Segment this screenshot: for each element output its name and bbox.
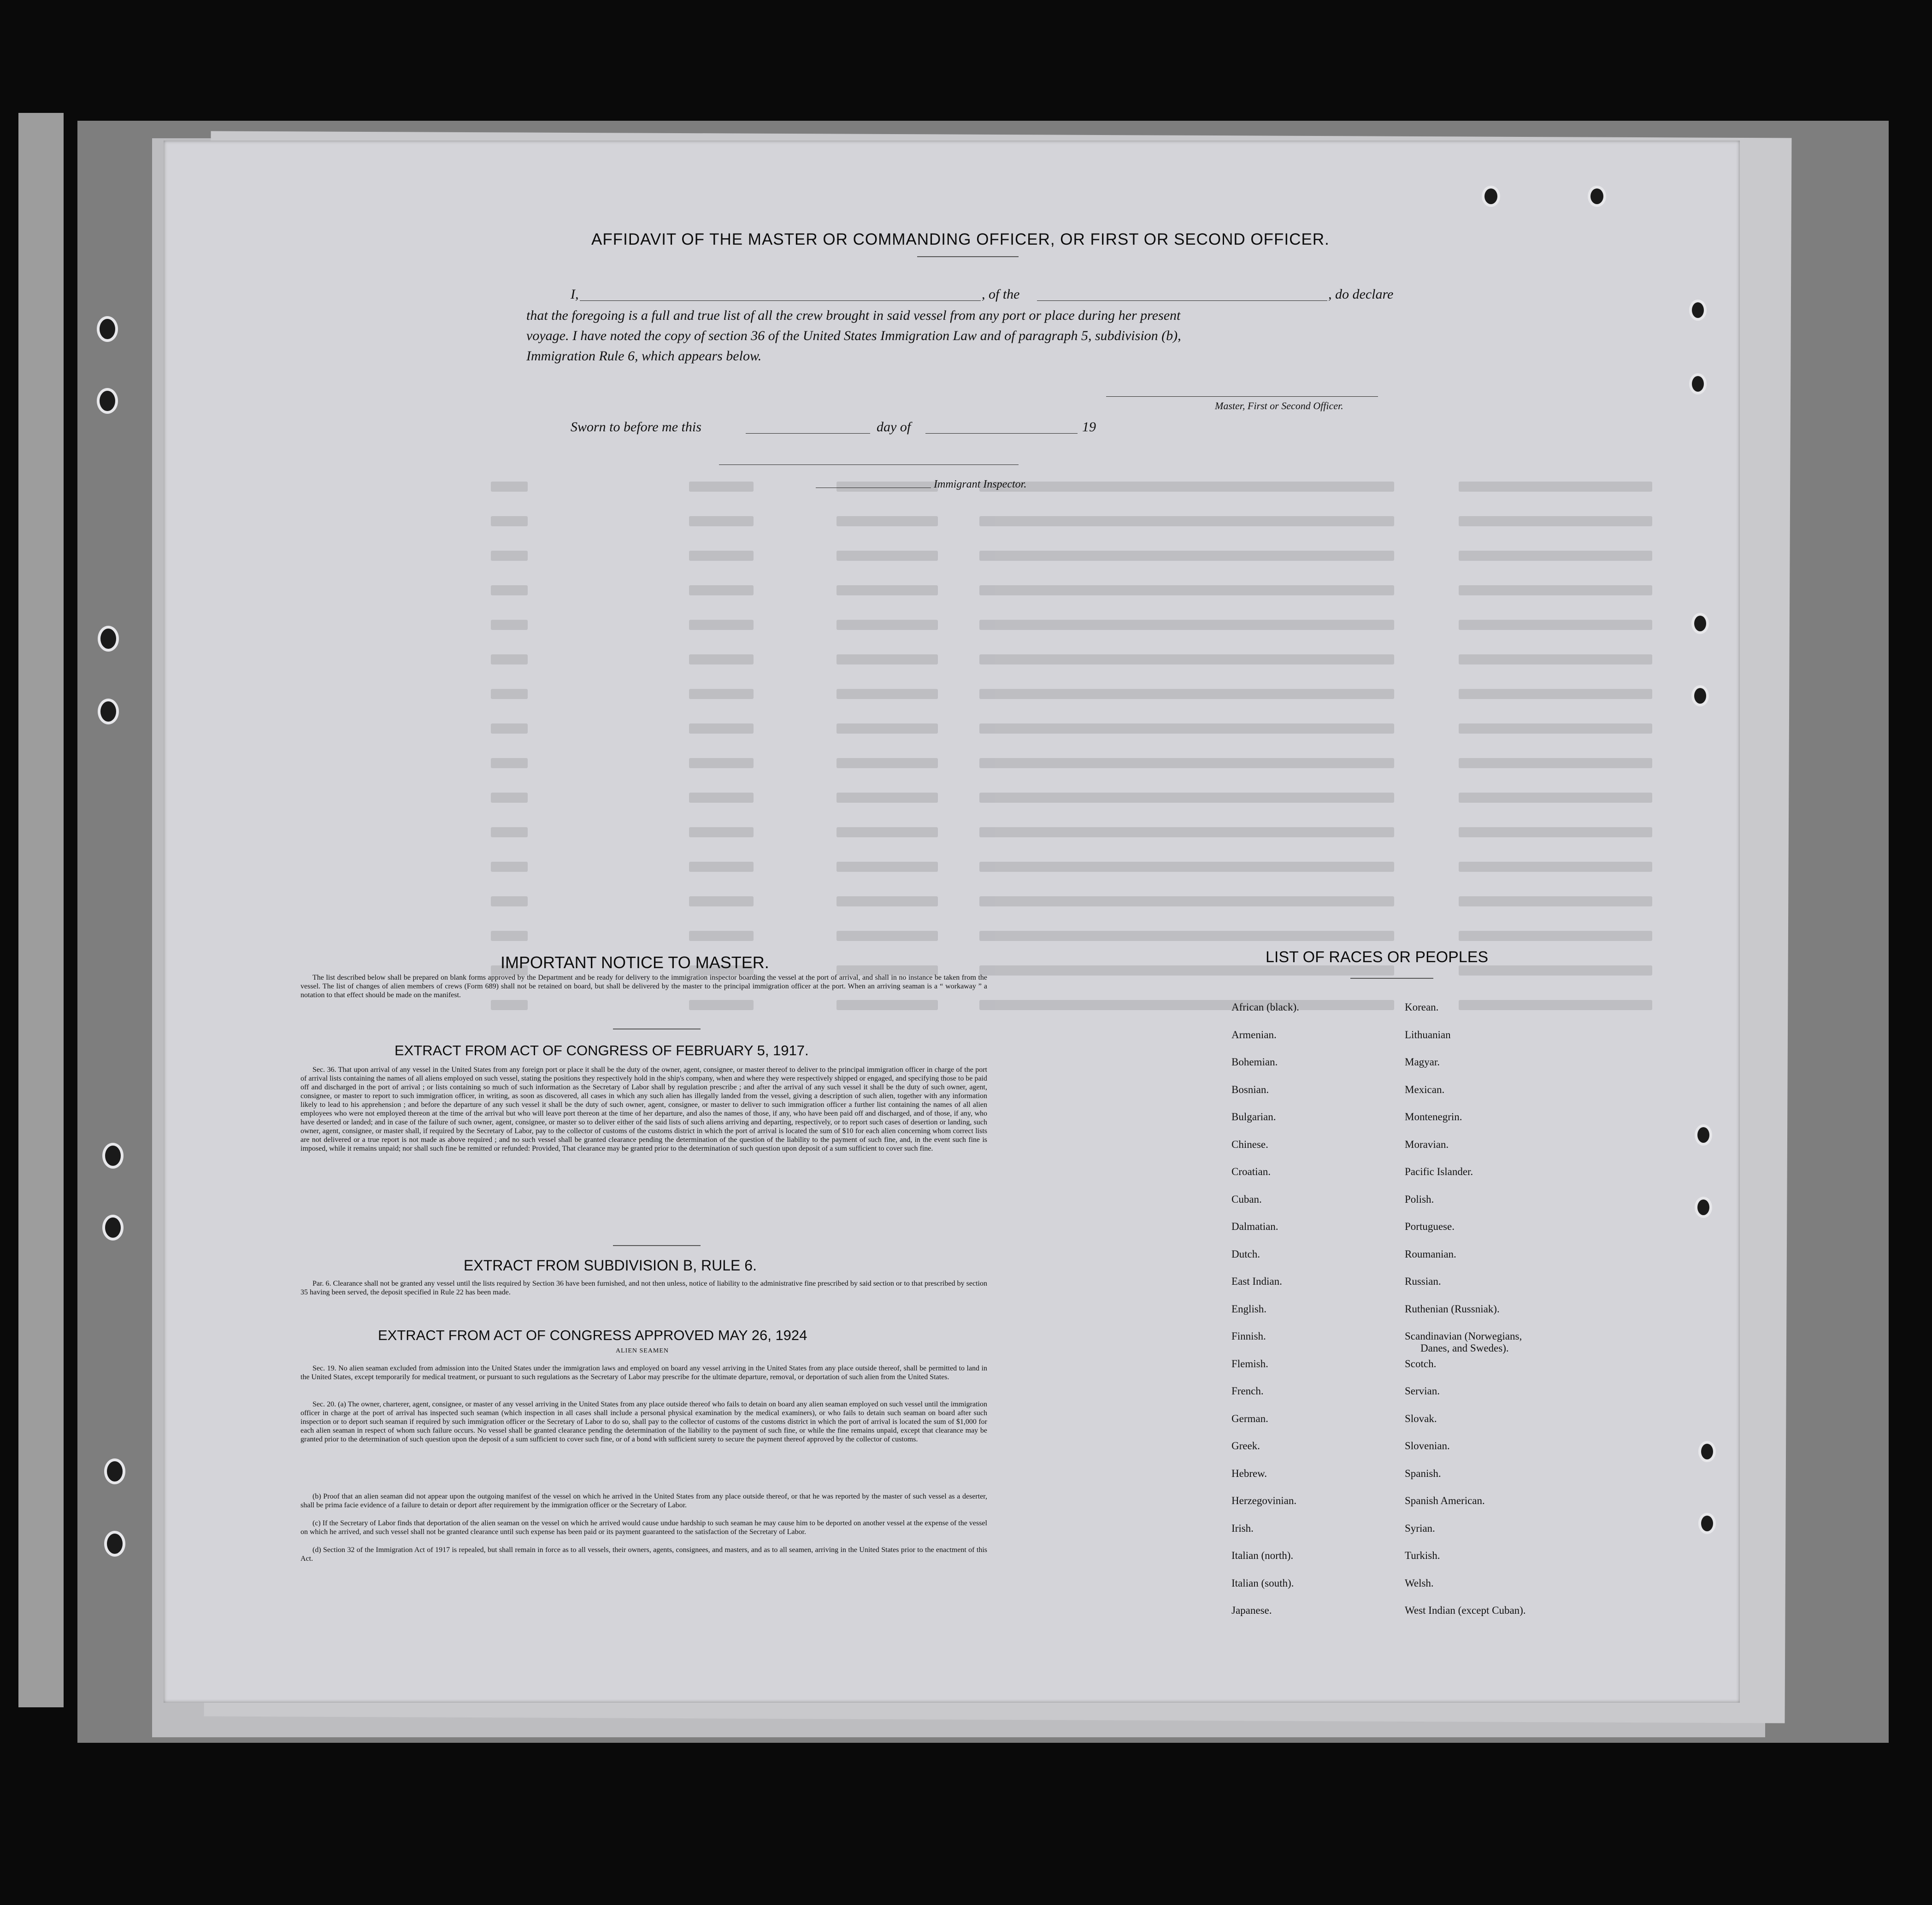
race-item: French.	[1231, 1385, 1264, 1397]
extract-1924-sec20c: (c) If the Secretary of Labor finds that deportation of the alien seaman on the vessel on which he arrived would cause undue hardship to such seaman he may cause him to be deported on another vessel at the expense of the vessel on which he arrived, and such vessel shall not be granted clearance until such expense has been paid or its payment guaranteed to the satisfaction of the Secretary of Labor.	[300, 1519, 987, 1536]
race-item-continuation: Danes, and Swedes).	[1420, 1342, 1509, 1354]
name-blank-line[interactable]	[580, 300, 981, 301]
punch-hole	[97, 316, 118, 342]
sworn-start: Sworn to before me this	[571, 419, 701, 435]
race-item: Italian (north).	[1231, 1550, 1294, 1561]
bleed-through-row	[491, 827, 1671, 839]
punch-hole	[97, 388, 118, 414]
race-item: Lithuanian	[1405, 1029, 1451, 1041]
race-item: Italian (south).	[1231, 1577, 1294, 1589]
race-item: Irish.	[1231, 1523, 1254, 1534]
race-item: Dalmatian.	[1231, 1221, 1278, 1232]
race-item: Finnish.	[1231, 1330, 1266, 1342]
section-divider	[613, 1245, 701, 1246]
sworn-month-blank[interactable]	[925, 433, 1078, 434]
punch-hole	[102, 1215, 124, 1241]
race-item: German.	[1231, 1413, 1268, 1424]
punch-hole	[102, 1143, 124, 1169]
bleed-through-row	[491, 723, 1671, 735]
extract-1924-sec20d: (d) Section 32 of the Immigration Act of 1917 is repealed, but shall remain in force as to all vessels, their owners, agents, consignees, and masters, and as to all seamen, arriving in the United States prior to the enactment of this Act.	[300, 1546, 987, 1563]
affidavit-line1-mid: , of the	[982, 287, 1020, 302]
race-item: Magyar.	[1405, 1056, 1440, 1068]
race-item: Greek.	[1231, 1440, 1260, 1452]
race-item: Croatian.	[1231, 1166, 1271, 1177]
notice-title: IMPORTANT NOTICE TO MASTER.	[501, 953, 769, 972]
races-title-underline	[1350, 978, 1433, 979]
extract-1924-sec20b: (b) Proof that an alien seaman did not appear upon the outgoing manifest of the vessel on which he arrived in the United States from any place outside thereof, or that he was reported by the master of such vessel as a deserter, shall be prima facie evidence of a failure to detain or deport after requirement by the immigration officer or the Secretary of Labor.	[300, 1493, 987, 1509]
punch-hole	[104, 1458, 125, 1484]
race-item: Welsh.	[1405, 1577, 1434, 1589]
bleed-through-row	[491, 896, 1671, 908]
race-item: African (black).	[1231, 1001, 1299, 1013]
race-item: Montenegrin.	[1405, 1111, 1462, 1123]
punch-hole	[1691, 685, 1709, 706]
punch-hole	[104, 1531, 125, 1557]
race-item: Russian.	[1405, 1276, 1441, 1287]
bleed-through-row	[491, 482, 1671, 494]
punch-hole	[1691, 613, 1709, 634]
extract-rule6-title: EXTRACT FROM SUBDIVISION B, RULE 6.	[464, 1257, 757, 1274]
race-item: Roumanian.	[1405, 1248, 1456, 1260]
race-item: Mexican.	[1405, 1084, 1445, 1095]
race-item: Slovak.	[1405, 1413, 1437, 1424]
race-item: Slovenian.	[1405, 1440, 1450, 1452]
race-item: Armenian.	[1231, 1029, 1277, 1041]
bleed-through-row	[491, 654, 1671, 666]
race-item: Portuguese.	[1405, 1221, 1455, 1232]
race-item: Spanish.	[1405, 1468, 1441, 1479]
title-underline	[917, 256, 1019, 257]
bleed-through-row	[491, 551, 1671, 563]
punch-hole	[98, 699, 119, 724]
race-item: West Indian (except Cuban).	[1405, 1605, 1526, 1616]
punch-hole	[1588, 186, 1606, 207]
race-item: Dutch.	[1231, 1248, 1260, 1260]
inspector-label: Immigrant Inspector.	[934, 478, 1027, 490]
race-item: Spanish American.	[1405, 1495, 1485, 1506]
race-item: Hebrew.	[1231, 1468, 1267, 1479]
extract-1924-subtitle: ALIEN SEAMEN	[616, 1347, 669, 1354]
affidavit-line1-end: , do declare	[1328, 287, 1394, 302]
race-item: Bulgarian.	[1231, 1111, 1276, 1123]
extract-1924-sec20a: Sec. 20. (a) The owner, charterer, agent, consignee, or master of any vessel arriving in the United States from any place outside thereof who fails to detain on board any alien seaman employed on such vessel until the immigration officer in charge at the port of arrival has inspected such seaman (which inspection in all cases shall include a personal physical examination by the medical examiners), or who fails to detain such seaman on board after such inspection or to deport such seaman if required by such immigration officer or the Secretary of Labor to do so, shall pay to the collector of customs of the customs district in which the port of arrival is located the sum of $1,000 for each alien seaman in respect of whom such failure occurs. No vessel shall be granted clearance pending the determination of the liability to the payment of such fine, or while the fine remains unpaid, except that clearance may be granted prior to the determination of such question upon the deposit of a sum sufficient to cover such fine, or of a bond with sufficient surety to secure the payment thereof approved by the collector of customs.	[300, 1400, 987, 1443]
race-item: Ruthenian (Russniak).	[1405, 1303, 1500, 1315]
signature-line[interactable]	[1106, 396, 1378, 397]
vessel-blank-line[interactable]	[1037, 300, 1327, 301]
race-item: Pacific Islander.	[1405, 1166, 1473, 1177]
sworn-year: 19	[1082, 419, 1096, 435]
race-item: Flemish.	[1231, 1358, 1268, 1370]
affidavit-line3: voyage. I have noted the copy of section 36 of the United States Immigration Law and of paragraph 5, subdivision (b),	[526, 328, 1181, 343]
race-item: Moravian.	[1405, 1139, 1449, 1150]
bleed-through-row	[491, 862, 1671, 874]
signature-label: Master, First or Second Officer.	[1215, 400, 1343, 412]
race-item: Polish.	[1405, 1194, 1434, 1205]
affidavit-line4: Immigration Rule 6, which appears below.	[526, 348, 762, 364]
notice-text: The list described below shall be prepared on blank forms approved by the Department and be ready for delivery to the immigration inspector boarding the vessel at the port of arrival, and shall in no instance be taken from the vessel. The list of changes of alien members of crews (Form 689) shall not be retained on board, but shall be delivered by the master to the principal immigration officer at the port. When an arriving seaman is a “ workaway ” a notation to that effect should be made on the manifest.	[300, 974, 987, 999]
extract-1917-title: EXTRACT FROM ACT OF CONGRESS OF FEBRUARY 5, 1917.	[395, 1042, 809, 1058]
affidavit-line2: that the foregoing is a full and true list of all the crew brought in said vessel from any port or place during her present	[526, 308, 1181, 323]
bleed-through-row	[491, 689, 1671, 701]
race-item: Bosnian.	[1231, 1084, 1269, 1095]
punch-hole	[1698, 1441, 1716, 1462]
extract-1917-text: Sec. 36. That upon arrival of any vessel in the United States from any foreign port or place it shall be the duty of the owner, agent, consignee, or master thereof to deliver to the principal immigration officer in charge of the port of arrival lists containing the names of all aliens employed on such vessel, stating the positions they respectively hold in the ship's company, when and where they were respectively shipped or engaged, and specifying those to be paid off and discharged in the port of arrival ; or lists containing so much of such information as the Secretary of Labor shall by regulation prescribe ; and after the arrival of any such vessel it shall be the duty of such owner, agent, consignee, or master to report to such immigration officer, in writing, as soon as discovered, all cases in which any such alien has illegally landed from the vessel, giving a description of such alien, together with any information likely to lead to his apprehension ; and before the departure of any such vessel it shall be the duty of such owner, agent, consignee, or master to deliver to such immigration officer a further list containing the names of all alien employees who were not employed thereon at the time of the arrival but who will leave port thereon at the time of her departure, and also the names of those, if any, who have been paid off and discharged, and of those, if any, who have deserted or landed; and in case of the failure of such owner, agent, consignee, or master so to deliver either of the said lists of such aliens arriving and departing, respectively, or to report such cases of desertion or landing, such owner, agent, consignee, or master shall, if required by the Secretary of Labor, pay to the collector of customs of the customs district in which the port of arrival is located the sum of $10 for each alien concerning whom correct lists are not delivered or a true report is not made as above required ; and no such vessel shall be granted clearance pending the determination of the question of the liability to the payment of such fine, and, in the event such fine is imposed, while it remains unpaid; nor shall such fine be remitted or refunded: Provided, That clearance may be granted prior to the determination of such question upon deposit of a sum sufficient to cover such fine.	[300, 1066, 987, 1152]
punch-hole	[1689, 300, 1707, 321]
punch-hole	[1695, 1197, 1712, 1218]
inspector-line-top[interactable]	[719, 464, 1019, 465]
race-item: Japanese.	[1231, 1605, 1272, 1616]
race-item: Scandinavian (Norwegians,	[1405, 1330, 1522, 1342]
bleed-through-row	[491, 585, 1671, 597]
race-item: Servian.	[1405, 1385, 1440, 1397]
extract-rule6-text: Par. 6. Clearance shall not be granted any vessel until the lists required by Section 36 have been furnished, and not then unless, notice of liability to the administrative fine prescribed by said section or to that prescribed by section 35 having been served, the deposit specified in Rule 22 has been made.	[300, 1280, 987, 1296]
extract-1924-sec19: Sec. 19. No alien seaman excluded from admission into the United States under the immigration laws and employed on board any vessel arriving in the United States from any place outside thereof, shall be permitted to land in the United States, except temporarily for medical treatment, or pursuant to such regulations as the Secretary of Labor may prescribe for the ultimate departure, removal, or deportation of such alien from the United States.	[300, 1364, 987, 1381]
races-title: LIST OF RACES OR PEOPLES	[1266, 948, 1489, 966]
bleed-through-row	[491, 758, 1671, 770]
race-item: Bohemian.	[1231, 1056, 1278, 1068]
bleed-through-row	[491, 793, 1671, 805]
affidavit-title: AFFIDAVIT OF THE MASTER OR COMMANDING OFFICER, OR FIRST OR SECOND OFFICER.	[591, 230, 1330, 248]
extract-1924-title: EXTRACT FROM ACT OF CONGRESS APPROVED MAY 26, 1924	[378, 1327, 807, 1343]
race-item: Turkish.	[1405, 1550, 1440, 1561]
race-item: East Indian.	[1231, 1276, 1282, 1287]
affidavit-line1-start: I,	[571, 287, 579, 302]
punch-hole	[1698, 1513, 1716, 1534]
bleed-through-row	[491, 516, 1671, 528]
binder-strip	[18, 113, 64, 1707]
punch-hole	[98, 626, 119, 652]
punch-hole	[1689, 373, 1707, 394]
punch-hole	[1695, 1124, 1712, 1146]
race-item: Chinese.	[1231, 1139, 1268, 1150]
punch-hole	[1482, 186, 1500, 207]
bleed-through-row	[491, 620, 1671, 632]
race-item: Syrian.	[1405, 1523, 1435, 1534]
race-item: Scotch.	[1405, 1358, 1437, 1370]
race-item: Korean.	[1405, 1001, 1439, 1013]
race-item: Herzegovinian.	[1231, 1495, 1297, 1506]
race-item: English.	[1231, 1303, 1267, 1315]
bleed-through-row	[491, 931, 1671, 943]
sworn-mid: day of	[877, 419, 911, 435]
race-item: Cuban.	[1231, 1194, 1262, 1205]
sworn-day-blank[interactable]	[746, 433, 870, 434]
